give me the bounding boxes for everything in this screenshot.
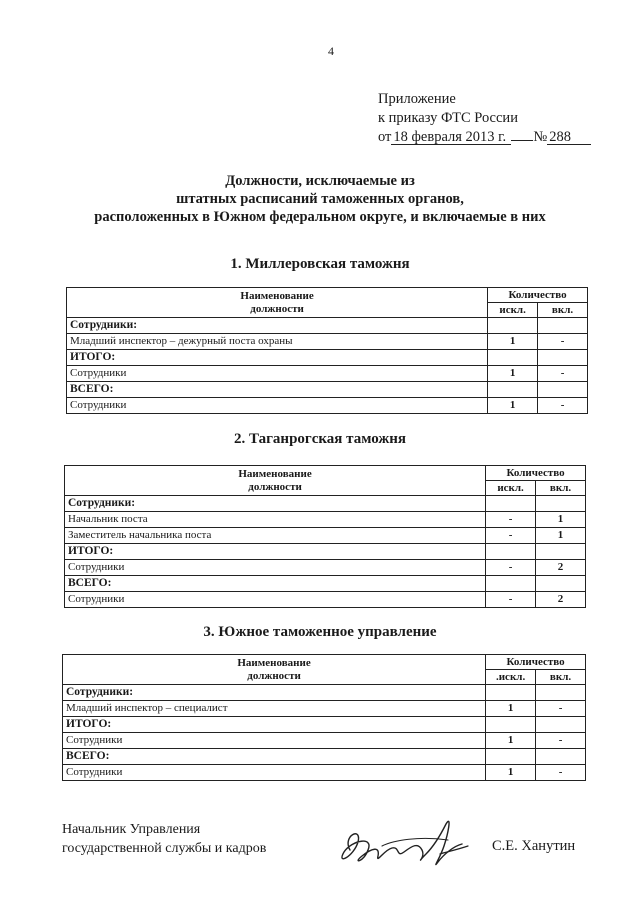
row-position-label: Сотрудники <box>67 366 488 382</box>
name-header-line-2: должности <box>248 480 302 493</box>
row-included-value <box>536 576 586 592</box>
table-row <box>65 560 586 576</box>
name-header-line-1: Наименование <box>237 656 311 669</box>
row-position-label: Сотрудники <box>63 733 486 749</box>
order-number: 288 <box>547 130 591 145</box>
row-excluded-value: 1 <box>488 398 538 414</box>
name-column-header <box>63 655 486 685</box>
appendix-title: Приложение <box>378 91 456 107</box>
row-excluded-value <box>486 544 536 560</box>
table-row <box>67 318 588 334</box>
table-row <box>65 576 586 592</box>
row-included-value: 1 <box>536 512 586 528</box>
row-included-value: - <box>538 334 588 350</box>
row-included-value: - <box>538 398 588 414</box>
excluded-column-header: искл. <box>486 481 536 496</box>
row-excluded-value: - <box>486 592 536 608</box>
appendix-order-line <box>378 128 591 147</box>
table-row <box>67 350 588 366</box>
row-excluded-value: 1 <box>486 701 536 717</box>
table-row <box>65 512 586 528</box>
row-position-label: Сотрудники <box>65 592 486 608</box>
row-excluded-value <box>486 576 536 592</box>
row-position-label: Младший инспектор – специалист <box>63 701 486 717</box>
row-included-value <box>538 318 588 334</box>
row-included-value: 2 <box>536 560 586 576</box>
row-excluded-value <box>488 382 538 398</box>
excluded-column-header: .искл. <box>486 670 536 685</box>
row-category-label: ВСЕГО: <box>63 749 486 765</box>
row-included-value <box>536 685 586 701</box>
order-from-label: от <box>378 129 392 145</box>
table-row <box>63 701 586 717</box>
row-excluded-value <box>488 318 538 334</box>
table-row <box>67 366 588 382</box>
included-column-header: вкл. <box>538 303 588 318</box>
row-included-value: - <box>536 733 586 749</box>
title-line-3: расположенных в Южном федеральном округе, и включаемые в них <box>94 209 546 225</box>
excluded-column-header: искл. <box>488 303 538 318</box>
page-number: 4 <box>328 44 334 58</box>
table-row <box>63 717 586 733</box>
row-position-label: Сотрудники <box>65 560 486 576</box>
row-excluded-value <box>486 749 536 765</box>
row-included-value <box>536 544 586 560</box>
row-included-value: - <box>536 701 586 717</box>
title-line-1: Должности, исключаемые из <box>225 173 415 189</box>
row-category-label: Сотрудники: <box>67 318 488 334</box>
row-category-label: Сотрудники: <box>63 685 486 701</box>
row-category-label: ВСЕГО: <box>65 576 486 592</box>
quantity-column-header: Количество <box>486 466 586 481</box>
row-included-value <box>536 717 586 733</box>
name-column-header <box>65 466 486 496</box>
row-position-label: Заместитель начальника поста <box>65 528 486 544</box>
staff-table-1 <box>66 287 588 414</box>
row-included-value <box>538 350 588 366</box>
order-number-label: № <box>533 129 548 145</box>
row-excluded-value: - <box>486 560 536 576</box>
table-row <box>67 398 588 414</box>
name-header-line-2: должности <box>250 302 304 315</box>
table-row <box>67 334 588 350</box>
appendix-order-ref: к приказу ФТС России <box>378 110 518 126</box>
section-heading-3: 3. Южное таможенное управление <box>203 624 437 640</box>
appendix-block <box>378 90 591 147</box>
name-column-header <box>67 288 488 318</box>
staff-table-3 <box>62 654 586 781</box>
staff-table-2 <box>64 465 586 608</box>
row-excluded-value <box>486 717 536 733</box>
table-row <box>63 749 586 765</box>
row-category-label: ИТОГО: <box>63 717 486 733</box>
row-excluded-value: 1 <box>486 765 536 781</box>
order-date: 18 февраля 2013 г. <box>391 130 511 145</box>
quantity-column-header: Количество <box>486 655 586 670</box>
title-line-2: штатных расписаний таможенных органов, <box>176 191 464 207</box>
row-included-value <box>536 496 586 512</box>
row-category-label: Сотрудники: <box>65 496 486 512</box>
row-included-value <box>538 382 588 398</box>
row-position-label: Начальник поста <box>65 512 486 528</box>
name-header-line-2: должности <box>247 669 301 682</box>
row-included-value <box>536 749 586 765</box>
row-position-label: Сотрудники <box>67 398 488 414</box>
section-heading-2: 2. Таганрогская таможня <box>233 431 406 447</box>
included-column-header: вкл. <box>536 670 586 685</box>
row-position-label: Младший инспектор – дежурный поста охраны <box>67 334 488 350</box>
row-included-value: - <box>536 765 586 781</box>
section-heading-1: 1. Миллеровская таможня <box>230 256 410 272</box>
row-included-value: 2 <box>536 592 586 608</box>
table-row <box>65 528 586 544</box>
table-row <box>65 592 586 608</box>
signature-position-line-2: государственной службы и кадров <box>62 841 267 856</box>
included-column-header: вкл. <box>536 481 586 496</box>
row-excluded-value <box>486 685 536 701</box>
row-category-label: ИТОГО: <box>65 544 486 560</box>
row-excluded-value: - <box>486 512 536 528</box>
name-header-line-1: Наименование <box>238 467 312 480</box>
row-excluded-value: 1 <box>488 366 538 382</box>
row-included-value: 1 <box>536 528 586 544</box>
table-row <box>63 685 586 701</box>
quantity-column-header: Количество <box>488 288 588 303</box>
row-category-label: ИТОГО: <box>67 350 488 366</box>
signature-position-line-1: Начальник Управления <box>62 822 201 837</box>
table-row <box>67 382 588 398</box>
row-position-label: Сотрудники <box>63 765 486 781</box>
name-header-line-1: Наименование <box>240 289 314 302</box>
table-row <box>65 544 586 560</box>
row-excluded-value: - <box>486 528 536 544</box>
row-included-value: - <box>538 366 588 382</box>
document-title <box>60 172 580 226</box>
row-excluded-value: 1 <box>486 733 536 749</box>
signature-position <box>62 820 266 858</box>
handwritten-signature <box>322 806 492 876</box>
table-row <box>63 733 586 749</box>
row-excluded-value <box>486 496 536 512</box>
row-excluded-value: 1 <box>488 334 538 350</box>
table-row <box>65 496 586 512</box>
signer-name: С.Е. Ханутин <box>492 838 576 854</box>
row-category-label: ВСЕГО: <box>67 382 488 398</box>
table-row <box>63 765 586 781</box>
row-excluded-value <box>488 350 538 366</box>
